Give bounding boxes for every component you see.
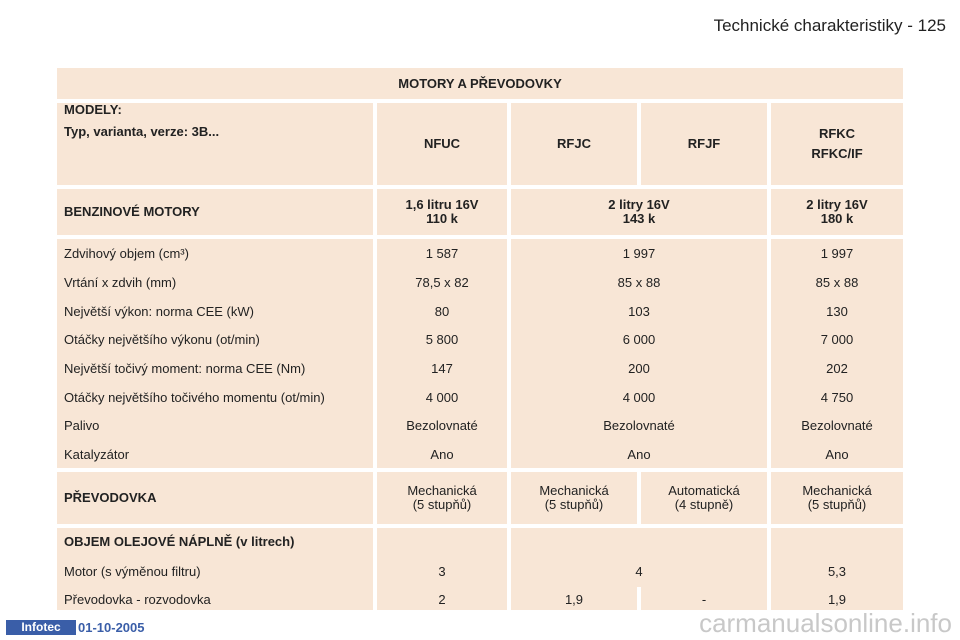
- model-rfjf: RFJF: [641, 103, 767, 185]
- model-rfkc-if: RFKC/IF: [811, 146, 863, 161]
- model-rfjc: RFJC: [511, 103, 637, 185]
- gearbox-type: Mechanická: [802, 483, 872, 498]
- oil-engine-value: 3: [438, 564, 446, 579]
- spec-value: 147: [431, 361, 453, 376]
- spec-label: Největší točivý moment: norma CEE (Nm): [64, 361, 306, 376]
- engine-1-6-power: 110 k: [426, 211, 458, 226]
- spec-label: Zdvihový objem (cm³): [64, 246, 189, 261]
- gearbox-rfjc: [511, 472, 637, 524]
- oil-engine-value: 5,3: [827, 564, 847, 579]
- model-rfkc: RFKC: [818, 126, 856, 141]
- oil-engine-value: 4: [635, 564, 643, 579]
- spec-value: 200: [628, 361, 650, 376]
- engine-2-0-180-volume: 2 litry 16V: [806, 197, 868, 212]
- spec-value: 85 x 88: [815, 275, 859, 290]
- spec-value: 130: [826, 304, 848, 319]
- model-nfuc: NFUC: [377, 103, 507, 185]
- spec-value: Bezolovnaté: [603, 418, 675, 433]
- gearbox-label: PŘEVODOVKA: [57, 472, 373, 524]
- models-label-line2: Typ, varianta, verze: 3B...: [64, 124, 220, 139]
- gearbox-type: Mechanická: [407, 483, 477, 498]
- spec-value: 78,5 x 82: [415, 275, 469, 290]
- engines-label: BENZINOVÉ MOTORY: [57, 189, 373, 235]
- spec-value: Bezolovnaté: [801, 418, 873, 433]
- spec-value: 202: [826, 361, 848, 376]
- oil-gearbox-value: 1,9: [827, 592, 847, 607]
- spec-value: 1 997: [622, 246, 656, 261]
- footer-date: 01-10-2005: [78, 620, 145, 635]
- spec-value: Bezolovnaté: [406, 418, 478, 433]
- spec-value: 4 000: [622, 390, 656, 405]
- spec-value: 6 000: [622, 332, 656, 347]
- spec-value: 4 000: [425, 390, 459, 405]
- models-label-line1: MODELY:: [64, 102, 122, 117]
- spec-value: Ano: [825, 447, 849, 462]
- spec-value: 1 997: [820, 246, 854, 261]
- spec-value: 1 587: [425, 246, 459, 261]
- gearbox-gears: (5 stupňů): [807, 497, 867, 512]
- engine-1-6: [377, 189, 507, 235]
- spec-label-bg: [57, 239, 373, 468]
- gearbox-gears: (5 stupňů): [544, 497, 604, 512]
- engine-2-0-143-volume: 2 litry 16V: [608, 197, 670, 212]
- spec-value: 5 800: [425, 332, 459, 347]
- spec-col1-bg: [377, 239, 507, 468]
- gearbox-gears: (4 stupně): [674, 497, 734, 512]
- gearbox-nfuc: [377, 472, 507, 524]
- page-title: Technické charakteristiky - 125: [713, 16, 946, 35]
- oil-engine-label: Motor (s výměnou filtru): [64, 564, 201, 579]
- oil-label: OBJEM OLEJOVÉ NÁPLNĚ (v litrech): [64, 534, 295, 549]
- oil-gearbox-value: 2: [438, 592, 446, 607]
- spec-label: Palivo: [64, 418, 100, 433]
- gearbox-gears: (5 stupňů): [412, 497, 472, 512]
- watermark: carmanualsonline.info: [699, 608, 952, 638]
- spec-label: Otáčky největšího výkonu (ot/min): [64, 332, 260, 347]
- spec-value: 85 x 88: [617, 275, 661, 290]
- oil-gearbox-value: 1,9: [564, 592, 584, 607]
- engine-1-6-volume: 1,6 litru 16V: [405, 197, 479, 212]
- oil-gearbox-label: Převodovka - rozvodovka: [64, 592, 211, 607]
- spec-value: Ano: [430, 447, 454, 462]
- engine-2-0-180-power: 180 k: [820, 211, 854, 226]
- engine-2-0-143: [511, 189, 767, 235]
- spec-value: 7 000: [820, 332, 854, 347]
- spec-value: 4 750: [820, 390, 854, 405]
- spec-col3-bg: [771, 239, 903, 468]
- infotec-logo: Infotec: [6, 620, 76, 635]
- engine-2-0-143-power: 143 k: [622, 211, 656, 226]
- table-title: MOTORY A PŘEVODOVKY: [57, 68, 903, 99]
- spec-label: Otáčky největšího točivého momentu (ot/min): [64, 390, 325, 405]
- spec-value: Ano: [627, 447, 651, 462]
- spec-value: 80: [434, 304, 450, 319]
- spec-label: Největší výkon: norma CEE (kW): [64, 304, 254, 319]
- spec-value: 103: [628, 304, 650, 319]
- model-rfkc-cell: [771, 103, 903, 185]
- models-label-cell: [57, 103, 373, 185]
- engine-2-0-180: [771, 189, 903, 235]
- oil-gearbox-value: -: [701, 592, 707, 607]
- spec-label: Vrtání x zdvih (mm): [64, 275, 177, 290]
- gearbox-type: Automatická: [668, 483, 740, 498]
- spec-col2-bg: [511, 239, 767, 468]
- gearbox-rfjf: [641, 472, 767, 524]
- gearbox-rfkc: [771, 472, 903, 524]
- spec-label: Katalyzátor: [64, 447, 130, 462]
- gearbox-type: Mechanická: [539, 483, 609, 498]
